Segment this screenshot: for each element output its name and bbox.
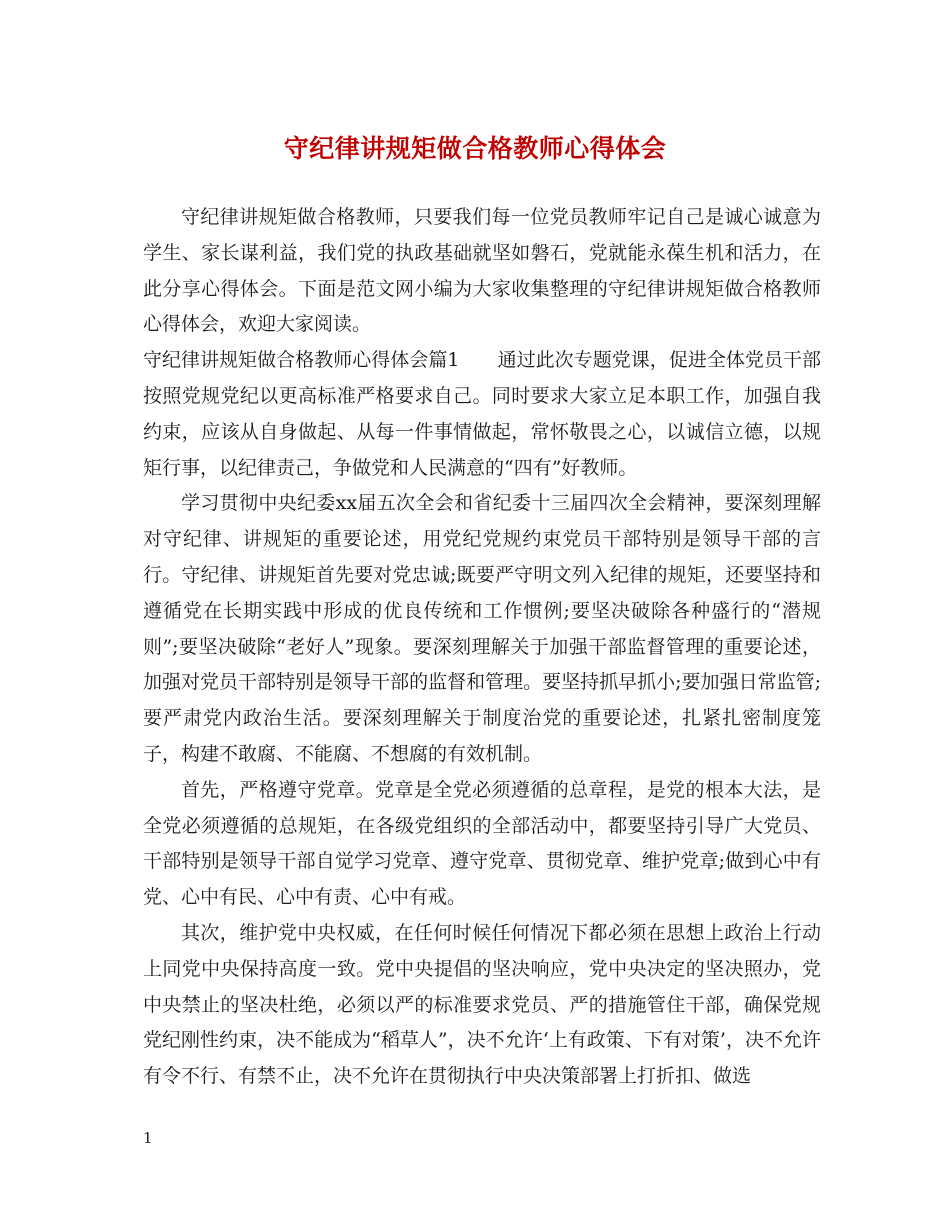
second-point-paragraph: 其次，维护党中央权威，在任何时候任何情况下都必须在思想上政治上行动上同党中央保持高度一致。党中央提倡的坚决响应，党中央决定的坚决照办，党中央禁止的坚决杜绝，必须以严的标准要求党员、严的措施管住干部，确保党规党纪刚性约束，决不能成为“稻草人”，决不允许‘上有政策、下有对策’，决不允许有令不行、有禁不止，决不允许在贯彻执行中央决策部署上打折扣、做选 — [143, 921, 821, 1088]
first-point-paragraph: 首先，严格遵守党章。党章是全党必须遵循的总章程，是党的根本大法，是全党必须遵循的总规矩，在各级党组织的全部活动中，都要坚持引导广大党员、干部特别是领导干部自觉学习党章、遵守党章、贯彻党章、维护党章;做到心中有党、心中有民、心中有责、心中有戒。 — [143, 778, 821, 909]
page-number: 1 — [143, 1129, 153, 1147]
document-title: 守纪律讲规矩做合格教师心得体会 — [283, 134, 667, 163]
section-1-paragraph: 守纪律讲规矩做合格教师心得体会篇1 通过此次专题党课，促进全体党员干部按照党规党纪以更高标准严格要求自己。同时要求大家立足本职工作，加强自我约束，应该从自身做起、从每一件事情做起，常怀敬畏之心，以诚信立德，以规矩行事，以纪律责己，争做党和人民满意的“四有”好教师。 — [143, 349, 821, 479]
study-paragraph: 学习贯彻中央纪委xx届五次全会和省纪委十三届四次全会精神，要深刻理解对守纪律、讲规矩的重要论述，用党纪党规约束党员干部特别是领导干部的言行。守纪律、讲规矩首先要对党忠诚;既要严守明文列入纪律的规矩，还要坚持和遵循党在长期实践中形成的优良传统和工作惯例;要坚决破除各种盛行的“潜规则”;要坚决破除“老好人”现象。要深刻理解关于加强干部监督管理的重要论述，加强对党员干部特别是领导干部的监督和管理。要坚持抓早抓小;要加强日常监管;要严肃党内政治生活。要深刻理解关于制度治党的重要论述，扎紧扎密制度笼子，构建不敢腐、不能腐、不想腐的有效机制。 — [143, 492, 821, 765]
intro-paragraph: 守纪律讲规矩做合格教师，只要我们每一位党员教师牢记自己是诚心诚意为学生、家长谋利益，我们党的执政基础就坚如磐石，党就能永葆生机和活力，在此分享心得体会。下面是范文网小编为大家收集整理的守纪律讲规矩做合格教师心得体会，欢迎大家阅读。 — [143, 206, 821, 336]
document-body — [143, 200, 821, 1095]
